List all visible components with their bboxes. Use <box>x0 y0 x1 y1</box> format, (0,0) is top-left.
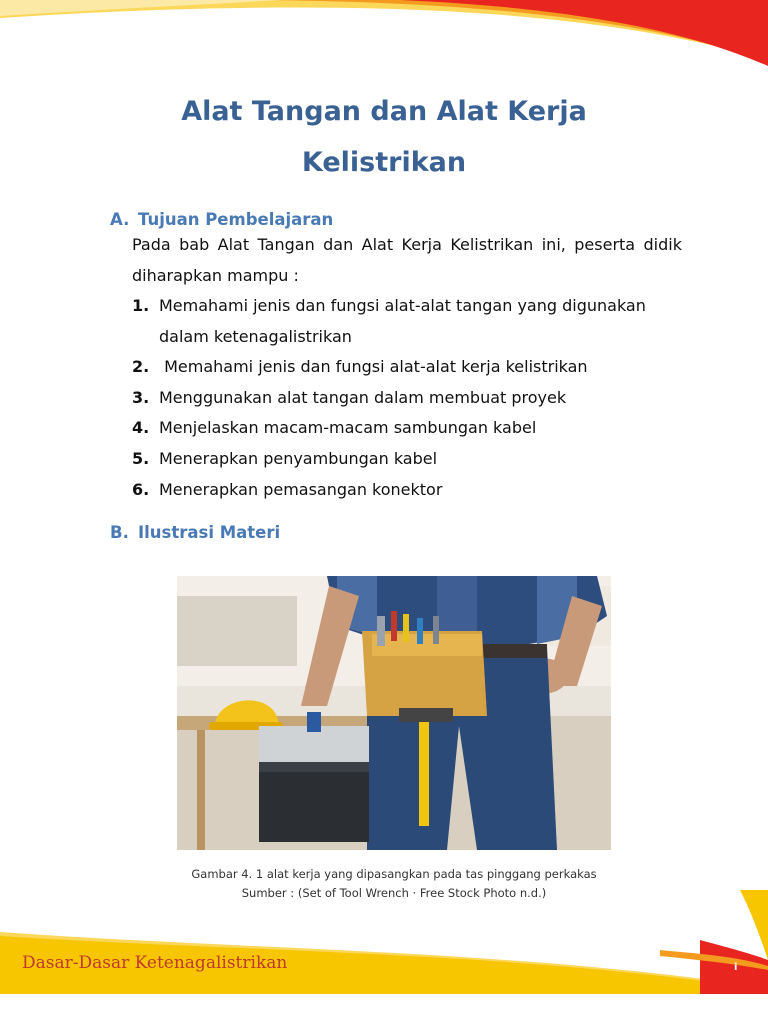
objective-text: Menerapkan penyambungan kabel <box>159 449 438 468</box>
objective-number: 1. <box>132 296 150 315</box>
header-decoration <box>0 0 768 80</box>
objective-text: Menggunakan alat tangan dalam membuat proyek <box>159 388 567 407</box>
page-title-line2: Kelistrikan <box>301 147 467 178</box>
section-b-title: Ilustrasi Materi <box>138 523 281 542</box>
objective-item <box>132 290 646 352</box>
section-a-title: Tujuan Pembelajaran <box>138 210 334 229</box>
objective-number: 2. <box>132 357 150 376</box>
objective-text: Memahami jenis dan fungsi alat-alat kerja kelistrikan <box>159 357 588 376</box>
objective-text: Memahami jenis dan fungsi alat-alat tangan yang digunakan <box>159 296 646 315</box>
objective-text-continued: dalam ketenagalistrikan <box>159 327 352 346</box>
objective-item <box>132 412 536 443</box>
objective-text: Menerapkan pemasangan konektor <box>159 480 443 499</box>
objective-item <box>132 474 442 505</box>
figure-caption: Gambar 4. 1 alat kerja yang dipasangkan pada tas pinggang perkakas <box>191 867 597 881</box>
objective-number: 3. <box>132 388 150 407</box>
figure-source: Sumber : (Set of Tool Wrench · Free Stock Photo n.d.) <box>241 886 547 900</box>
section-b-letter: B. <box>110 523 129 542</box>
footer-book-title: Dasar-Dasar Ketenagalistrikan <box>22 953 288 973</box>
objective-item <box>132 443 437 474</box>
section-a-heading <box>110 210 333 229</box>
objective-number: 5. <box>132 449 150 468</box>
section-b-heading <box>110 523 280 542</box>
intro-paragraph: Pada bab Alat Tangan dan Alat Kerja Kelistrikan ini, peserta didik diharapkan mampu : <box>132 235 682 285</box>
page-title-line1: Alat Tangan dan Alat Kerja <box>181 96 587 127</box>
objective-text: Menjelaskan macam-macam sambungan kabel <box>159 418 537 437</box>
page-number: i <box>734 962 738 973</box>
objective-number: 4. <box>132 418 150 437</box>
objective-item <box>132 382 566 413</box>
section-a-letter: A. <box>110 210 130 229</box>
objective-number: 6. <box>132 480 150 499</box>
tool-belt-photo <box>177 576 611 850</box>
objective-item <box>132 351 588 382</box>
